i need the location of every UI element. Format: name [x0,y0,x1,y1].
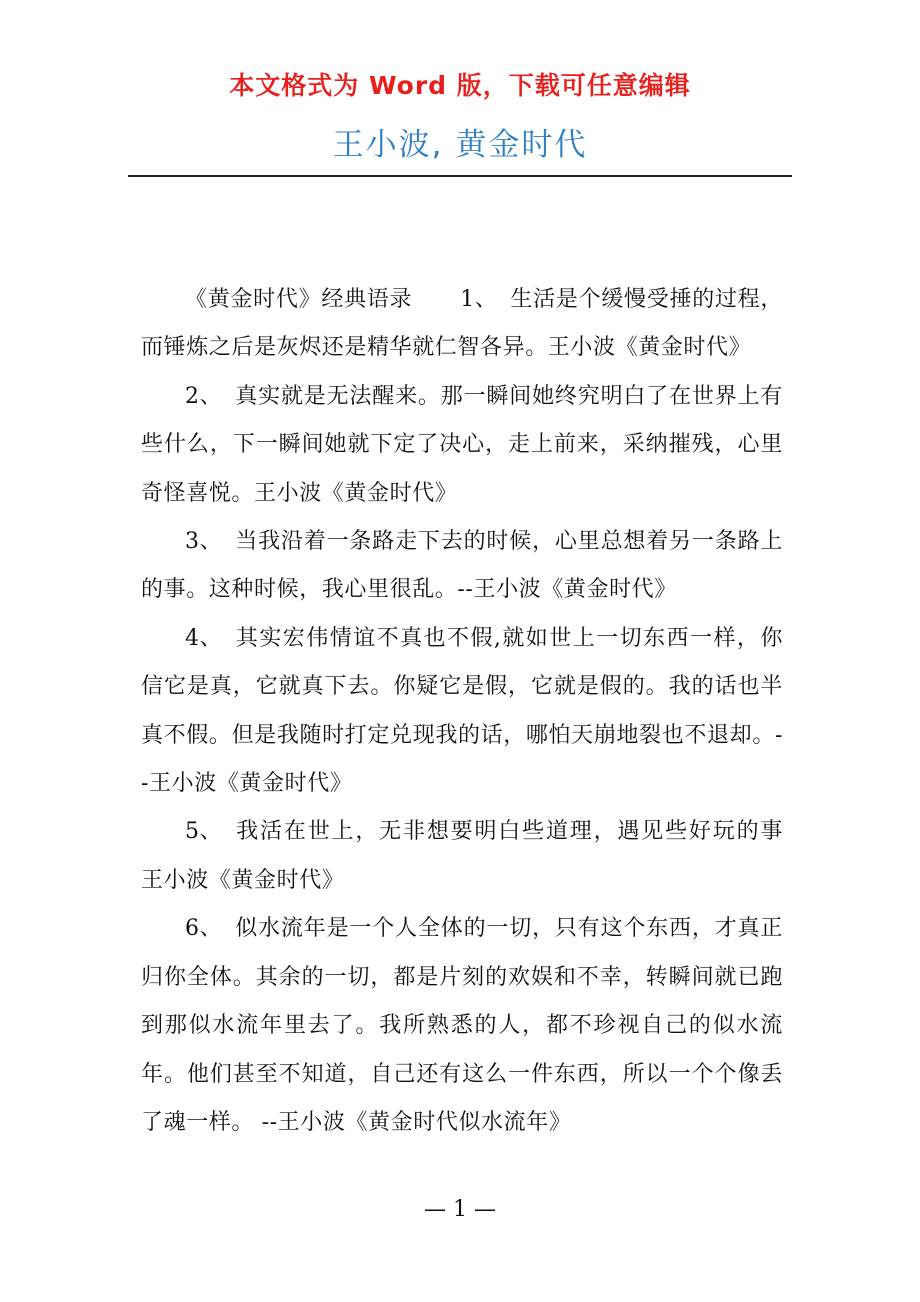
document-title: 王小波, 黄金时代 [332,127,588,163]
quote-paragraph-2 [141,373,783,518]
quote-number: 3、 [185,529,223,555]
quote-paragraph-6 [141,905,783,1147]
quote-number: 1、 [460,287,498,312]
quote-number: 2、 [185,383,223,409]
quote-text: 当我沿着一条路走下去的时候，心里总想着另一条路上的事。这种时候，我心里很乱。--王小波《黄金时代》 [141,529,783,603]
quote-text: 我活在世上，无非想要明白些道理，遇见些好玩的事 王小波《黄金时代》 [141,819,783,893]
quote-paragraph-3 [141,518,783,615]
page-number: — 1 — [424,1197,496,1222]
title-divider [128,175,792,177]
quote-paragraph-4 [141,615,783,809]
download-notice: 本文格式为 Word 版，下载可任意编辑 [229,71,691,100]
quote-text: 生活是个缓慢受捶的过程，而锤炼之后是灰烬还是精华就仁智各异。王小波《黄金时代》 [141,287,783,361]
quote-paragraph-1 [141,276,783,373]
quote-paragraph-5 [141,808,783,905]
quote-text: 似水流年是一个人全体的一切，只有这个东西，才真正归你全体。其余的一切，都是片刻的欢娱和不幸，转瞬间就已跑到那似水流年里去了。我所熟悉的人，都不珍视自己的似水流年。他们甚至不知道，自己还有这么一件东西，所以一个个像丢了魂一样。 --王小波《黄金时代似水流年》 [141,916,783,1135]
intro-heading: 《黄金时代》经典语录 [185,287,413,312]
quote-number: 5、 [185,819,223,845]
quote-text: 真实就是无法醒来。那一瞬间她终究明白了在世界上有些什么，下一瞬间她就下定了决心，走上前来，采纳摧残，心里奇怪喜悦。王小波《黄金时代》 [141,383,783,506]
quote-number: 4、 [185,625,223,651]
quote-number: 6、 [185,916,223,942]
quote-text: 其实宏伟情谊不真也不假,就如世上一切东西一样，你信它是真，它就真下去。你疑它是假，它就是假的。我的话也半真不假。但是我随时打定兑现我的话，哪怕天崩地裂也不退却。--王小波《黄金时代》 [141,625,783,797]
document-body [141,276,783,1147]
